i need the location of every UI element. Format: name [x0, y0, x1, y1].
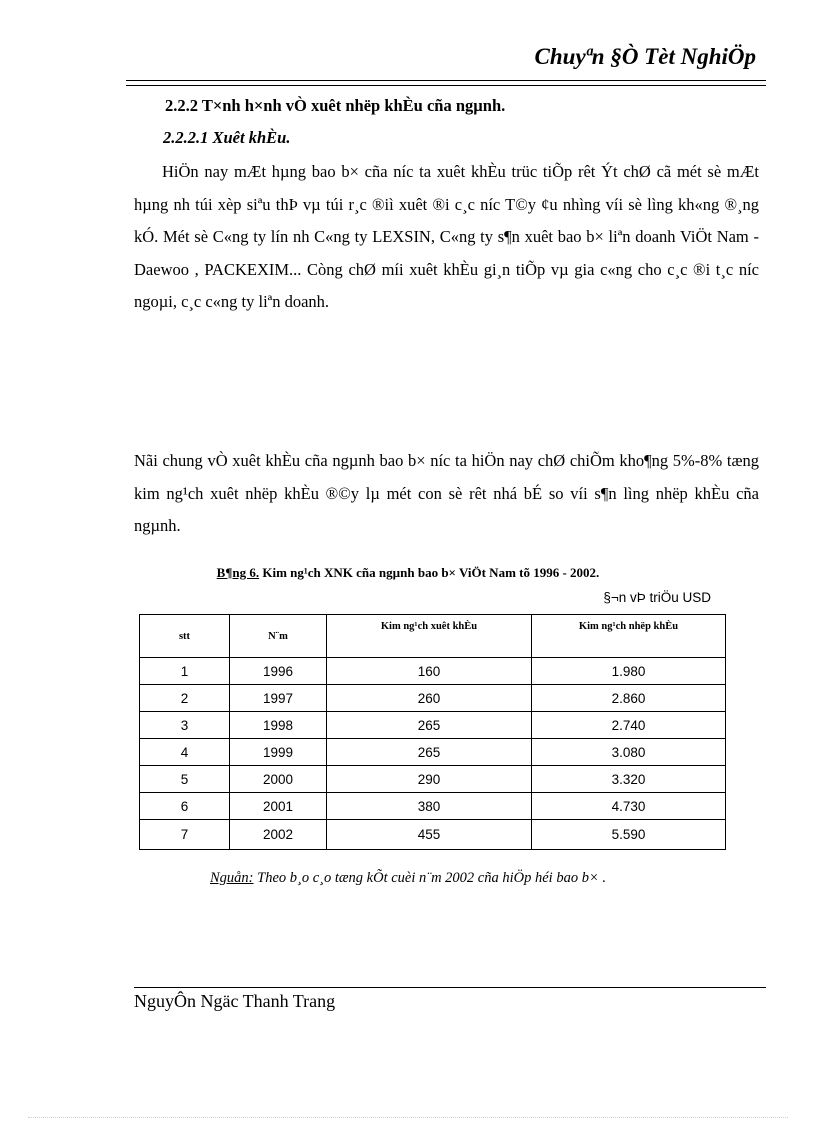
table-row [140, 685, 726, 712]
paragraph-summary [134, 445, 759, 543]
header-year: N¨m [230, 615, 327, 658]
cell-stt: 5 [140, 766, 230, 793]
cell-export: 380 [327, 793, 532, 820]
cell-import: 4.730 [532, 793, 726, 820]
header-export: Kim ng¹ch xuêt khÈu [327, 615, 532, 658]
table-row [140, 820, 726, 850]
cell-stt: 7 [140, 820, 230, 850]
header-rule-thin [126, 85, 766, 86]
cell-import: 3.080 [532, 739, 726, 766]
table-row [140, 658, 726, 685]
table-row [140, 766, 726, 793]
cell-year: 1997 [230, 685, 327, 712]
table-header-row [140, 615, 726, 658]
cell-year: 2001 [230, 793, 327, 820]
document-header-title: Chuyªn §Ò Tèt NghiÖp [534, 44, 756, 69]
cell-stt: 3 [140, 712, 230, 739]
cell-stt: 2 [140, 685, 230, 712]
cell-export: 265 [327, 739, 532, 766]
table-caption-text: Kim ng¹ch XNK cña ngµnh bao b× ViÖt Nam tõ 1996 - 2002. [259, 565, 600, 580]
table-row [140, 793, 726, 820]
cell-import: 2.740 [532, 712, 726, 739]
paragraph-text: HiÖn nay mÆt hµng bao b× cña níc ta xuêt khÈu trüc tiÕp rêt Ýt chØ cã mét sè mÆt hµng nh túi xèp siªu thÞ vµ túi r¸c ®iì xuêt ®i c¸c níc T©y ¢u nhìng víi sè lìng kh«ng ®¸ng kÓ. Mét sè C«ng ty lín nh C«ng ty LEXSIN, C«ng ty s¶n xuêt bao b× liªn doanh ViÖt Nam - Daewoo , PACKEXIM... Còng chØ míi xuêt khÈu gi¸n tiÕp vµ gia c«ng cho c¸c ®i t¸c níc ngoµi, c¸c c«ng ty liªn doanh. [134, 162, 759, 311]
paragraph-export [134, 156, 759, 319]
source-label: Nguån: [210, 870, 254, 886]
cell-year: 2000 [230, 766, 327, 793]
footer-rule [134, 987, 766, 988]
header-stt: stt [140, 615, 230, 658]
cell-import: 2.860 [532, 685, 726, 712]
table-row [140, 739, 726, 766]
cell-import: 1.980 [532, 658, 726, 685]
cell-import: 5.590 [532, 820, 726, 850]
cell-export: 160 [327, 658, 532, 685]
cell-export: 290 [327, 766, 532, 793]
table-caption [0, 565, 816, 581]
cell-export: 265 [327, 712, 532, 739]
cell-year: 1998 [230, 712, 327, 739]
table-source [0, 870, 816, 887]
source-text: Theo b¸o c¸o tæng kÕt cuèi n¨m 2002 cña hiÖp héi bao b× . [253, 870, 606, 886]
cell-year: 1999 [230, 739, 327, 766]
cell-stt: 1 [140, 658, 230, 685]
subsection-heading: 2.2.2.1 Xuêt khÈu. [163, 128, 291, 147]
cell-stt: 4 [140, 739, 230, 766]
trade-table [139, 614, 726, 850]
table-unit: §¬n vÞ triÖu USD [603, 590, 711, 605]
cell-year: 2002 [230, 820, 327, 850]
cell-import: 3.320 [532, 766, 726, 793]
header-import: Kim ng¹ch nhëp khÈu [532, 615, 726, 658]
table-caption-label: B¶ng 6. [216, 565, 260, 580]
table-row [140, 712, 726, 739]
section-heading: 2.2.2 T×nh h×nh vÒ xuêt nhëp khÈu cña ngµnh. [165, 96, 506, 115]
cell-year: 1996 [230, 658, 327, 685]
footer-author: NguyÔn Ngäc Thanh Trang [134, 991, 336, 1011]
paragraph-text: Nãi chung vÒ xuêt khÈu cña ngµnh bao b× níc ta hiÖn nay chØ chiÕm kho¶ng 5%-8% tæng kim ng¹ch xuêt nhëp khÈu ®©y lµ mét con sè rêt nhá bÉ so víi s¶n lìng nhëp khÈu cña ngµnh. [134, 451, 759, 535]
cell-export: 455 [327, 820, 532, 850]
page-bottom-border [28, 1117, 788, 1118]
cell-stt: 6 [140, 793, 230, 820]
cell-export: 260 [327, 685, 532, 712]
header-rule-thick [126, 80, 766, 81]
